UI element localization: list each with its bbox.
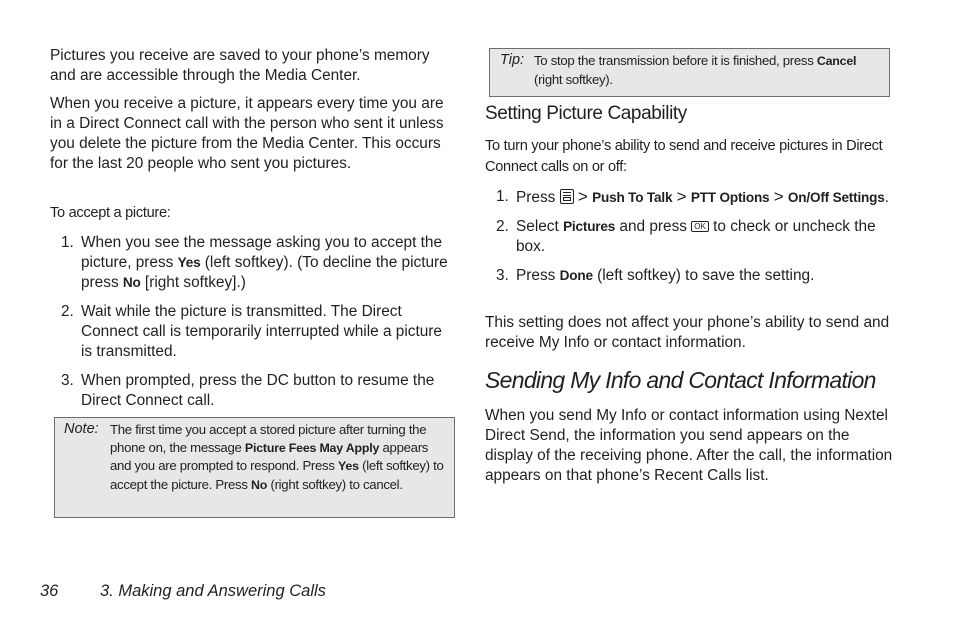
list-item: 2. Select Pictures and press OK to check or uncheck the box. — [496, 218, 876, 255]
paragraph-receive-picture: When you receive a picture, it appears every time you are in a Direct Connect call with the person who sent it unless you delete the picture from the Media Center. This occurs for the last 20 people who sent you pictures. — [50, 95, 444, 172]
paragraph-media-center: Pictures you receive are saved to your phone’s memory and are accessible through the Media Center. — [50, 47, 430, 84]
accept-steps-list — [50, 233, 455, 411]
ok-key-icon: OK — [691, 221, 709, 232]
sending-my-info-paragraph: When you send My Info or contact information using Nextel Direct Send, the information you send appears on the display of the receiving phone. After the call, the information appears on that phone’s Recent Calls list. — [485, 407, 893, 484]
list-item: 2. Wait while the picture is transmitted. The Direct Connect call is temporarily interrupted while a picture is transmitted. — [61, 303, 442, 360]
list-item: 3. Press Done (left softkey) to save the setting. — [496, 267, 815, 284]
note-box — [54, 417, 455, 518]
list-item: 3. When prompted, press the DC button to resume the Direct Connect call. — [61, 372, 435, 409]
section-title-sending-my-info: Sending My Info and Contact Information — [485, 367, 876, 393]
page-number: 36 — [40, 582, 59, 600]
setting-steps-list — [485, 187, 895, 286]
note-text: The first time you accept a stored picture after turning the phone on, the message Picture Fees May Apply appears and you are prompted to respond. Press Yes (left softkey) to accept the picture. Press No (right softkey) to cancel. — [110, 422, 444, 492]
section-title-setting-picture-capability: Setting Picture Capability — [485, 103, 687, 124]
setting-intro: To turn your phone’s ability to send and receive pictures in Direct Connect calls on or off: — [485, 138, 883, 175]
tip-box — [489, 48, 890, 97]
tip-text: To stop the transmission before it is finished, press Cancel (right softkey). — [534, 53, 857, 87]
chapter-title: 3. Making and Answering Calls — [100, 582, 326, 600]
note-label: Note: — [64, 421, 99, 437]
tip-label: Tip: — [500, 52, 525, 68]
accept-picture-intro: To accept a picture: — [50, 205, 171, 221]
setting-note-paragraph: This setting does not affect your phone’s ability to send and receive My Info or contact information. — [485, 314, 890, 351]
list-item: 1. When you see the message asking you to accept the picture, press Yes (left softkey). (To decline the picture press No [right softkey].) — [61, 234, 448, 291]
menu-key-icon — [560, 189, 574, 204]
list-item: 1. Press > Push To Talk > PTT Options > On/Off Settings. — [496, 187, 889, 206]
